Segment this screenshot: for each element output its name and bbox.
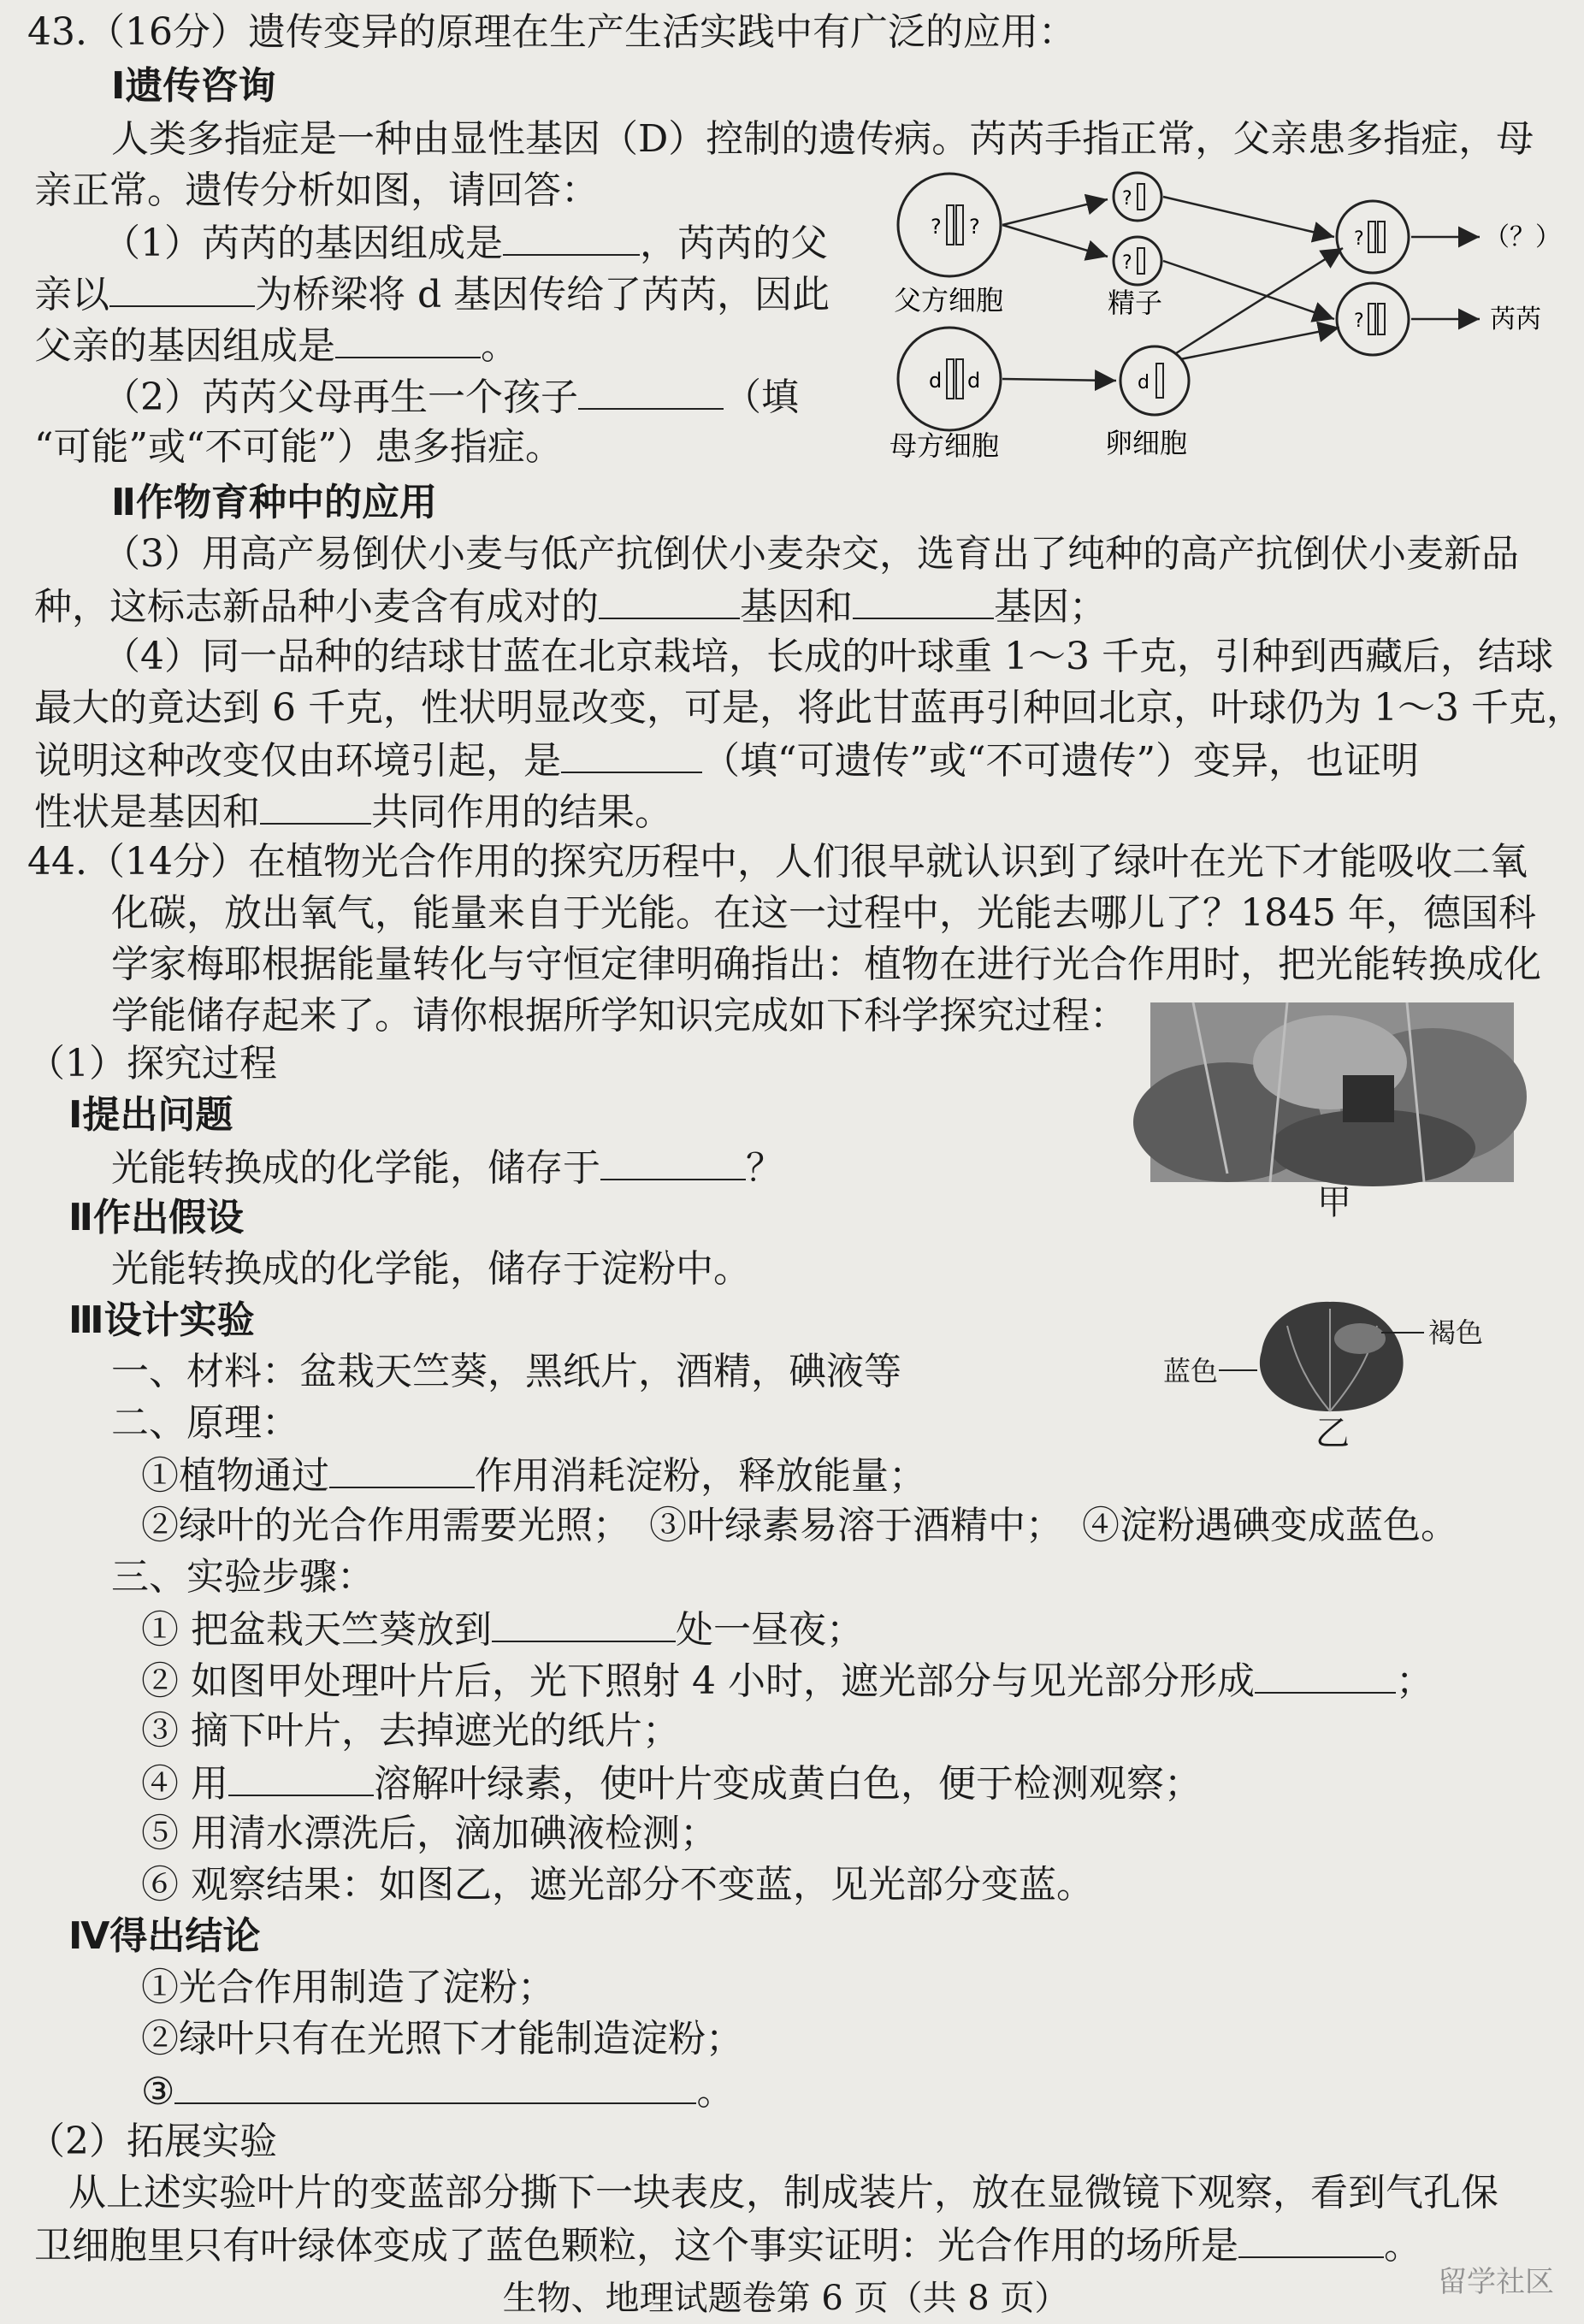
question-line <box>141 1452 926 1499</box>
text: 光能转换成的化学能，储存于 <box>111 1146 600 1190</box>
blue-label: 蓝色 <box>1163 1355 1219 1387</box>
figure-yi-label: 乙 <box>1315 1414 1350 1453</box>
question-line <box>34 322 518 369</box>
question-line: （3）用高产易倒伏小麦与低产抗倒伏小麦杂交，选育出了纯种的高产抗倒伏小麦新品 <box>103 532 1519 576</box>
svg-text:?: ? <box>1122 188 1132 210</box>
section-title: Ⅲ设计实验 <box>68 1298 255 1342</box>
question-line <box>141 2068 734 2114</box>
question-line <box>103 220 828 266</box>
text: 性状是基因和 <box>34 790 260 834</box>
text: 作用消耗淀粉，释放能量； <box>475 1454 926 1498</box>
question-line <box>34 737 1419 784</box>
text: 亲以 <box>34 273 109 316</box>
text: 说明这种改变仅由环境引起，是 <box>34 739 561 783</box>
paragraph-line: ③ 摘下叶片，去掉遮光的纸片； <box>141 1709 680 1753</box>
answer-blank[interactable] <box>329 1452 475 1488</box>
text: 卫细胞里只有叶绿体变成了蓝色颗粒，这个事实证明：光合作用的场所是 <box>34 2224 1238 2268</box>
answer-blank[interactable] <box>260 789 371 825</box>
gene-label: ? <box>931 215 942 239</box>
gene-label: ? <box>969 215 980 239</box>
page-footer: 生物、地理试题卷第 6 页（共 8 页） <box>502 2279 1069 2318</box>
svg-text:?: ? <box>1354 310 1364 332</box>
answer-blank[interactable] <box>561 737 702 773</box>
text: ④ 用 <box>141 1762 228 1806</box>
text: ① 把盆栽天竺葵放到 <box>141 1608 492 1652</box>
text: ② 如图甲处理叶片后，光下照射 4 小时，遮光部分与见光部分形成 <box>141 1659 1255 1703</box>
answer-blank[interactable] <box>600 1144 746 1180</box>
answer-blank[interactable] <box>503 220 640 256</box>
text: （2）芮芮父母再生一个孩子 <box>103 376 578 419</box>
text: （填 <box>724 376 799 419</box>
sperm-label: 精子 <box>1108 287 1163 319</box>
answer-blank[interactable] <box>853 583 994 619</box>
black-paper-cover <box>1343 1075 1394 1122</box>
text: ①植物通过 <box>141 1454 329 1498</box>
text: 为桥梁将 d 基因传给了芮芮，因此 <box>255 273 830 316</box>
paragraph-line: 二、原理： <box>111 1401 299 1445</box>
answer-blank[interactable] <box>228 1760 374 1796</box>
sperm-cell-1 <box>1114 173 1161 221</box>
text: （填“可遗传”或“不可遗传”）变异，也证明 <box>702 739 1419 783</box>
inheritance-diagram <box>881 167 1561 475</box>
svg-text:?: ? <box>1122 252 1132 274</box>
father-cell <box>898 174 1001 276</box>
question-line: “可能”或“不可能”）患多指症。 <box>34 425 563 469</box>
gene-label: d <box>929 369 943 393</box>
unknown-offspring-label: （？） <box>1484 222 1561 252</box>
q43-header: 43.（16分）遗传变异的原理在生产生活实践中有广泛的应用： <box>27 10 1076 54</box>
text: 父亲的基因组成是 <box>34 324 335 368</box>
section-title: Ⅰ提出问题 <box>68 1093 233 1137</box>
question-line <box>141 1658 1433 1704</box>
paragraph-line: ②绿叶只有在光照下才能制造淀粉； <box>141 2017 743 2061</box>
question-line <box>34 271 830 317</box>
paragraph-line: 从上述实验叶片的变蓝部分撕下一块表皮，制成装片，放在显微镜下观察，看到气孔保 <box>68 2171 1498 2215</box>
child-label: 芮芮 <box>1490 305 1541 334</box>
answer-blank[interactable] <box>1255 1658 1396 1694</box>
text: ，芮芮的父 <box>640 222 828 265</box>
figure-jia-photo <box>1150 1002 1514 1182</box>
text: ？ <box>746 1146 783 1190</box>
answer-blank[interactable] <box>492 1606 676 1642</box>
gene-label: d <box>967 369 981 393</box>
paragraph-line: 亲正常。遗传分析如图，请回答： <box>34 169 599 212</box>
question-line <box>34 583 1107 630</box>
paragraph-line: ⑥ 观察结果：如图乙，遮光部分不变蓝，见光部分变蓝。 <box>141 1863 1094 1907</box>
section-title: Ⅱ作出假设 <box>68 1196 244 1239</box>
watermark: 留学社区 <box>1438 2265 1554 2299</box>
text: 处一昼夜； <box>676 1608 864 1652</box>
text: 。 <box>481 324 518 368</box>
question-line <box>111 1144 783 1191</box>
text: ③ <box>141 2070 175 2114</box>
svg-text:?: ? <box>1354 228 1364 250</box>
paragraph-line: 化碳，放出氧气，能量来自于光能。在这一过程中，光能去哪儿了？1845 年，德国科 <box>111 891 1536 935</box>
arrows <box>1002 197 1480 381</box>
question-line: 最大的竟达到 6 千克，性状明显改变，可是，将此甘蓝再引种回北京，叶球仍为 1～3 千克， <box>34 686 1584 730</box>
father-cell-label: 父方细胞 <box>894 284 1004 316</box>
paragraph-line: ②绿叶的光合作用需要光照； ③叶绿素易溶于酒精中； ④淀粉遇碘变成蓝色。 <box>141 1504 1458 1547</box>
question-line <box>103 374 799 420</box>
leader-lines <box>1381 1324 1433 1341</box>
offspring-cell-1 <box>1337 201 1409 273</box>
answer-blank[interactable] <box>1238 2222 1384 2258</box>
text: 。 <box>1384 2224 1421 2268</box>
question-line <box>34 2222 1421 2268</box>
text: 种，这标志新品种小麦含有成对的 <box>34 585 599 629</box>
egg-cell <box>1120 346 1189 415</box>
paragraph-line: 学能储存起来了。请你根据所学知识完成如下科学探究过程： <box>111 994 1127 1038</box>
leader-lines <box>1219 1317 1270 1386</box>
answer-blank[interactable] <box>599 583 740 619</box>
paragraph-line: 三、实验步骤： <box>111 1555 375 1599</box>
mother-cell-label: 母方细胞 <box>890 429 1000 462</box>
section-title: Ⅱ作物育种中的应用 <box>111 481 437 524</box>
paragraph-line: 学家梅耶根据能量转化与守恒定律明确指出：植物在进行光合作用时，把光能转换成化 <box>111 943 1541 986</box>
paragraph-line: 一、材料：盆栽天竺葵，黑纸片，酒精，碘液等 <box>111 1350 901 1393</box>
answer-blank[interactable] <box>578 374 724 410</box>
egg-label: 卵细胞 <box>1105 427 1188 459</box>
text: 共同作用的结果。 <box>371 790 672 834</box>
part-title: （1）探究过程 <box>27 1042 277 1085</box>
answer-blank[interactable] <box>335 322 481 358</box>
svg-text:d: d <box>1138 372 1150 393</box>
text: 基因； <box>994 585 1107 629</box>
section-title: Ⅳ得出结论 <box>68 1914 261 1958</box>
answer-blank[interactable] <box>174 2068 696 2104</box>
question-line <box>141 1606 864 1653</box>
question-line: （4）同一品种的结球甘蓝在北京栽培，长成的叶球重 1～3 千克，引种到西藏后，结球 <box>103 635 1553 678</box>
part-title: （2）拓展实验 <box>27 2120 277 2163</box>
figure-yi-leaf <box>1249 1292 1411 1420</box>
answer-blank[interactable] <box>109 271 255 307</box>
text: 。 <box>696 2070 735 2114</box>
question-line <box>141 1760 1202 1807</box>
brown-label: 褐色 <box>1428 1316 1484 1349</box>
offspring-cell-2 <box>1337 283 1409 355</box>
question-line <box>34 789 672 835</box>
paragraph-line: ⑤ 用清水漂洗后，滴加碘液检测； <box>141 1812 718 1855</box>
text: 基因和 <box>740 585 853 629</box>
section-title: Ⅰ遗传咨询 <box>111 64 276 108</box>
figure-jia-label: 甲 <box>1317 1183 1351 1222</box>
sperm-cell-2 <box>1114 237 1161 285</box>
text: 溶解叶绿素，使叶片变成黄白色，便于检测观察； <box>374 1762 1202 1806</box>
mother-cell <box>898 328 1001 430</box>
text: （1）芮芮的基因组成是 <box>103 222 503 265</box>
q44-header: 44.（14分）在植物光合作用的探究历程中，人们很早就认识到了绿叶在光下才能吸收二氧 <box>27 840 1528 884</box>
paragraph-line: 人类多指症是一种由显性基因（D）控制的遗传病。芮芮手指正常，父亲患多指症，母 <box>111 117 1534 161</box>
paragraph-line: 光能转换成的化学能，储存于淀粉中。 <box>111 1247 751 1291</box>
text: ； <box>1395 1659 1433 1703</box>
paragraph-line: ①光合作用制造了淀粉； <box>141 1966 555 2009</box>
